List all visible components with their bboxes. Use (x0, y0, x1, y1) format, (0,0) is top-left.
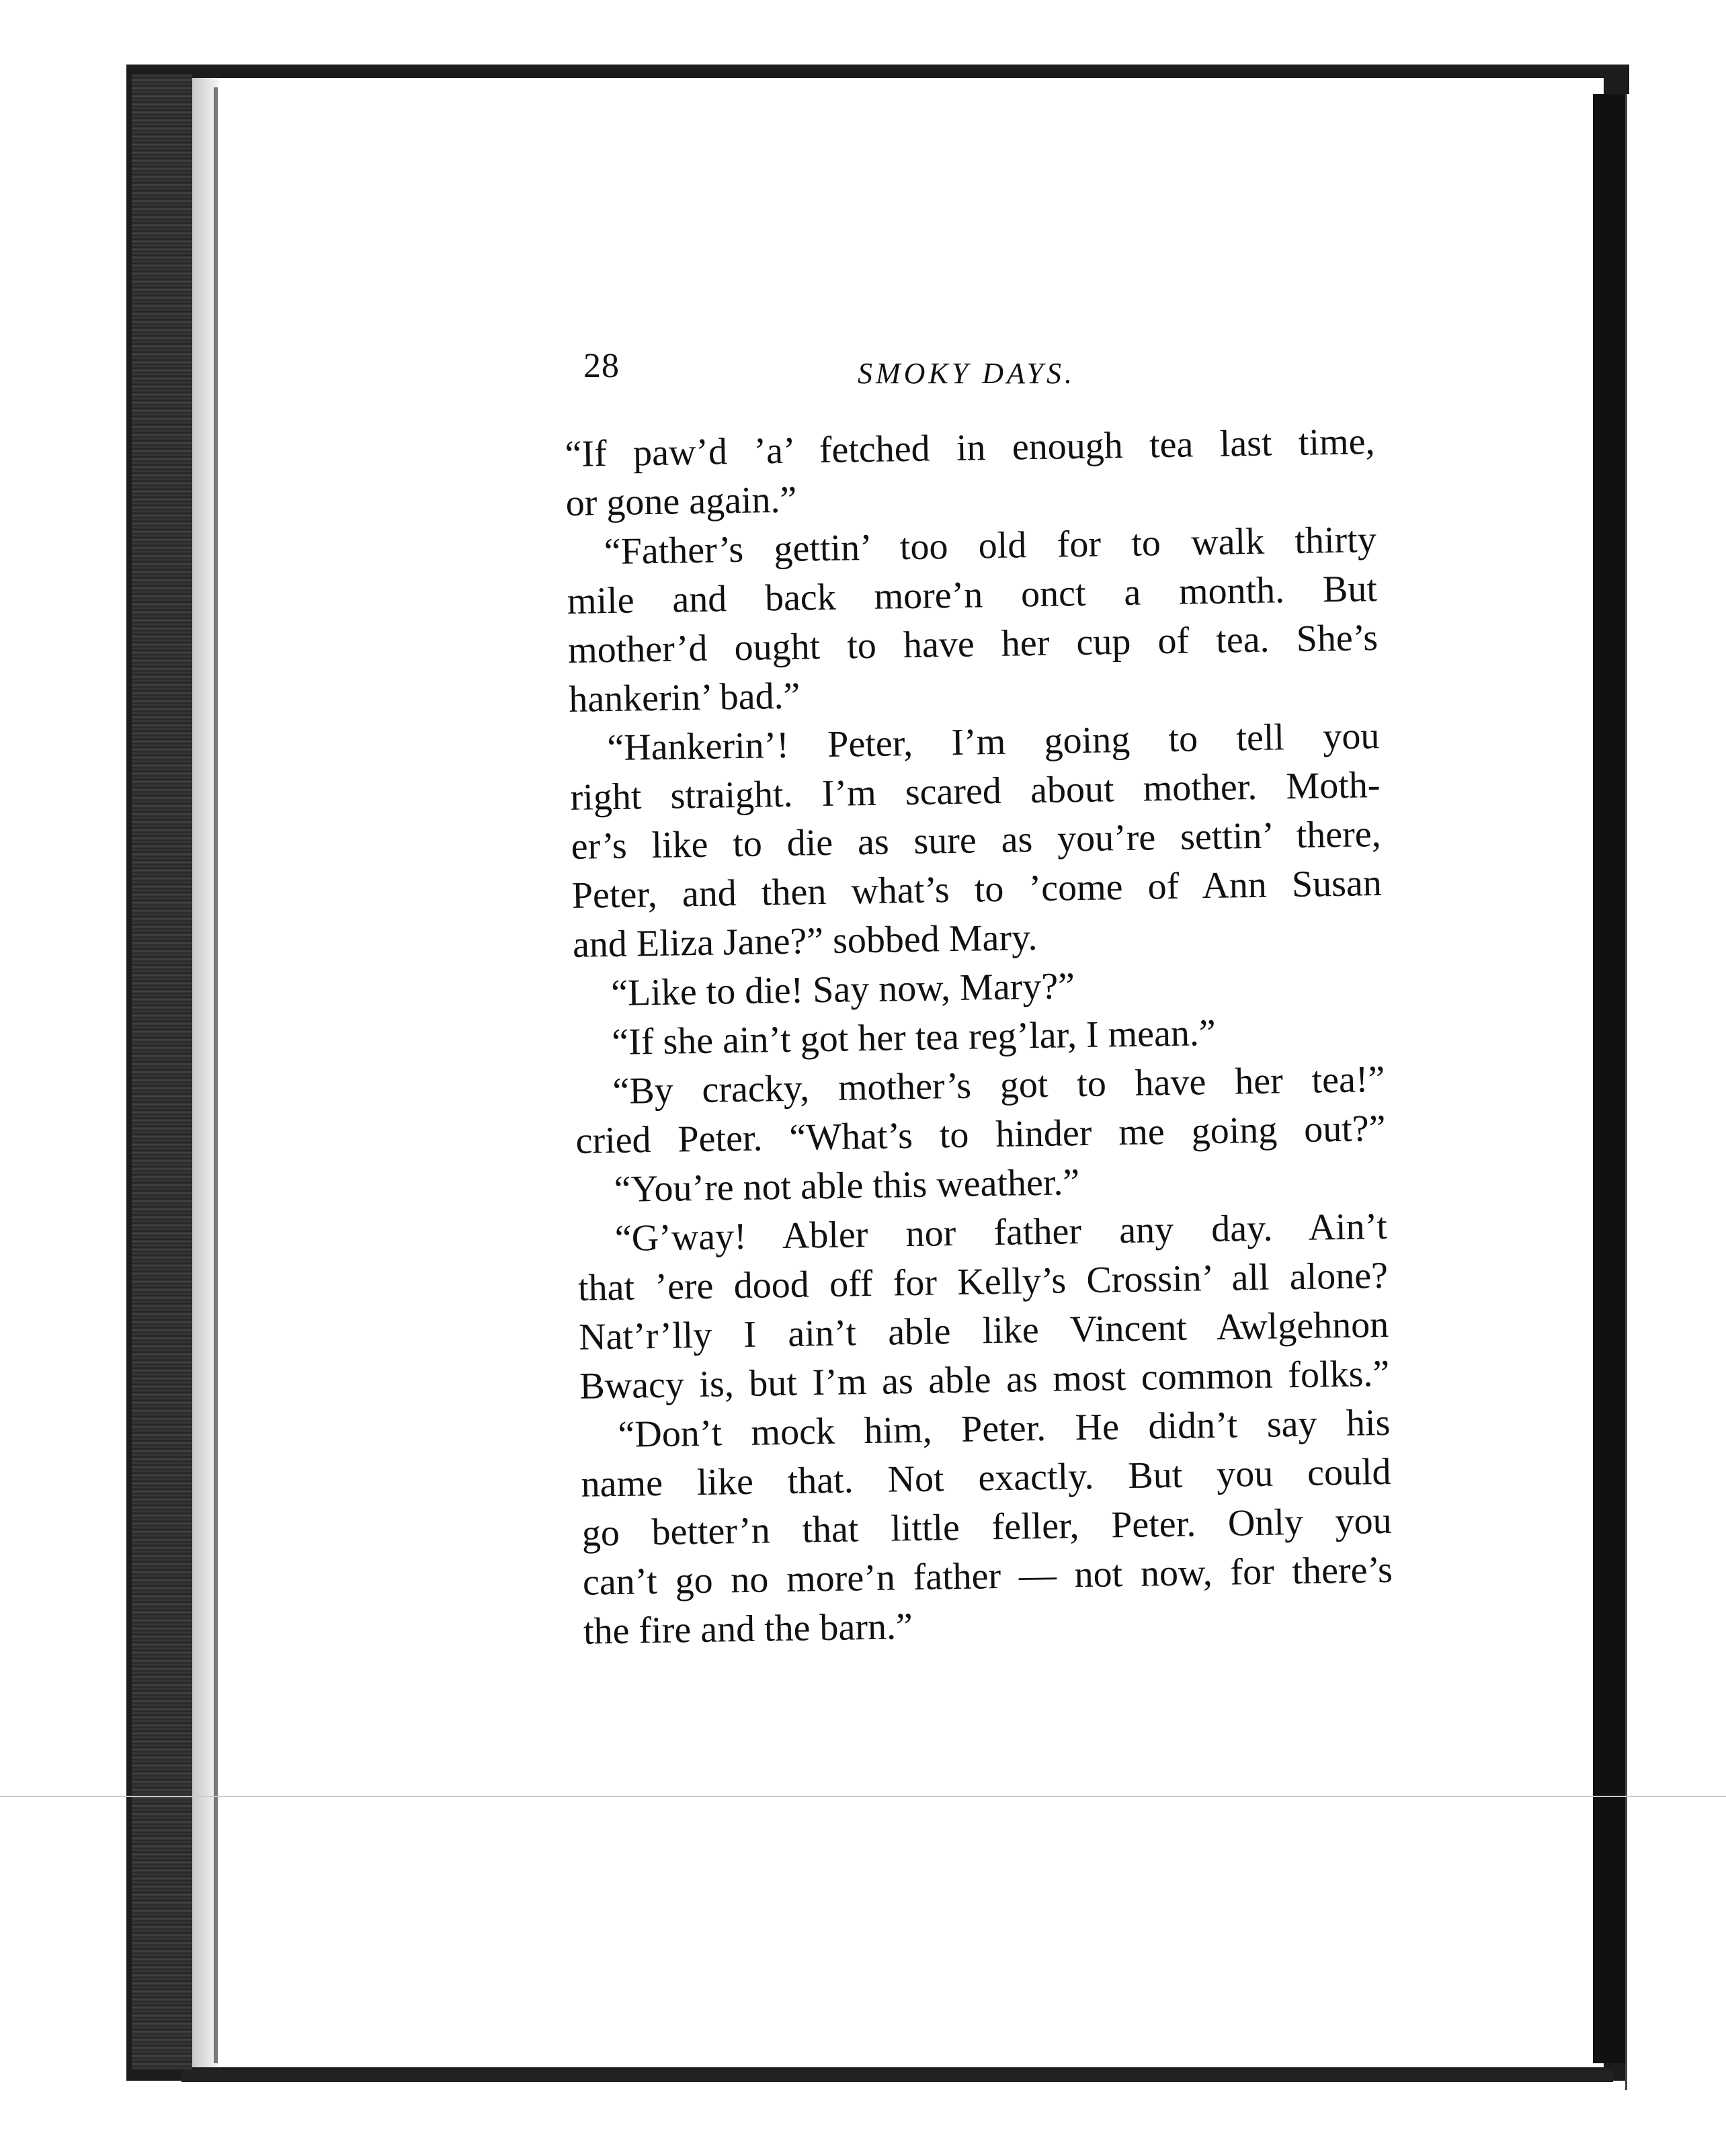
text-line: that ’ere dood off for Kelly’s Crossin’ all alone? (577, 1254, 1389, 1309)
text-line: name like that. Not exactly. But you could (581, 1450, 1391, 1505)
book-spine (132, 74, 192, 2070)
text-line: “Hankerin’! Peter, I’m going to tell you (606, 715, 1380, 770)
text-line: “By cracky, mother’s got to have her tea!” (612, 1058, 1385, 1112)
text-line: hankerin’ bad.” (568, 675, 800, 720)
page-fore-edge (1593, 94, 1625, 2063)
text-line: and Eliza Jane?” sobbed Mary. (572, 917, 1038, 966)
text-line: “You’re not able this weather.” (614, 1161, 1080, 1210)
text-line: right straight. I’m scared about mother. Moth- (570, 764, 1381, 819)
text-line: Nat’r’lly I ain’t able like Vincent Awlgehnon (578, 1303, 1389, 1358)
book-bottom-edge (181, 2070, 1613, 2082)
text-line: the fire and the barn.” (583, 1606, 913, 1653)
text-line: go better’n that little feller, Peter. Only you (581, 1499, 1393, 1554)
text-line: “If she ain’t got her tea reg’lar, I mean.” (611, 1011, 1217, 1064)
text-line: “Don’t mock him, Peter. He didn’t say his (618, 1401, 1391, 1456)
text-line: mother’d ought to have her cup of tea. She’s (567, 617, 1379, 671)
text-line: “If paw’d ’a’ fetched in enough tea last time, (565, 421, 1375, 475)
text-line: or gone again.” (565, 479, 797, 524)
text-line: cried Peter. “What’s to hinder me going out?” (575, 1107, 1386, 1162)
running-title: SMOKY DAYS. (858, 357, 1075, 390)
text-line: “Like to die! Say now, Mary?” (610, 965, 1075, 1015)
page-gutter-line (214, 87, 218, 2063)
body-text (565, 417, 1394, 1657)
text-line: mile and back more’n onct a month. But (567, 568, 1378, 622)
text-line: Bwacy is, but I’m as able as most common folks.” (579, 1352, 1390, 1407)
text-line: can’t go no more’n father — not now, for there’s (582, 1548, 1393, 1604)
text-line: er’s like to die as sure as you’re settin’ there, (571, 813, 1382, 868)
scan-artifact-line (0, 1796, 1726, 1797)
text-line: “G’way! Abler nor father any day. Ain’t (614, 1205, 1388, 1259)
text-line: Peter, and then what’s to ’come of Ann Susan (571, 862, 1383, 917)
next-page-edge (1625, 94, 1726, 2090)
page-number: 28 (583, 347, 620, 385)
text-line: “Father’s gettin’ too old for to walk thirty (604, 519, 1377, 573)
